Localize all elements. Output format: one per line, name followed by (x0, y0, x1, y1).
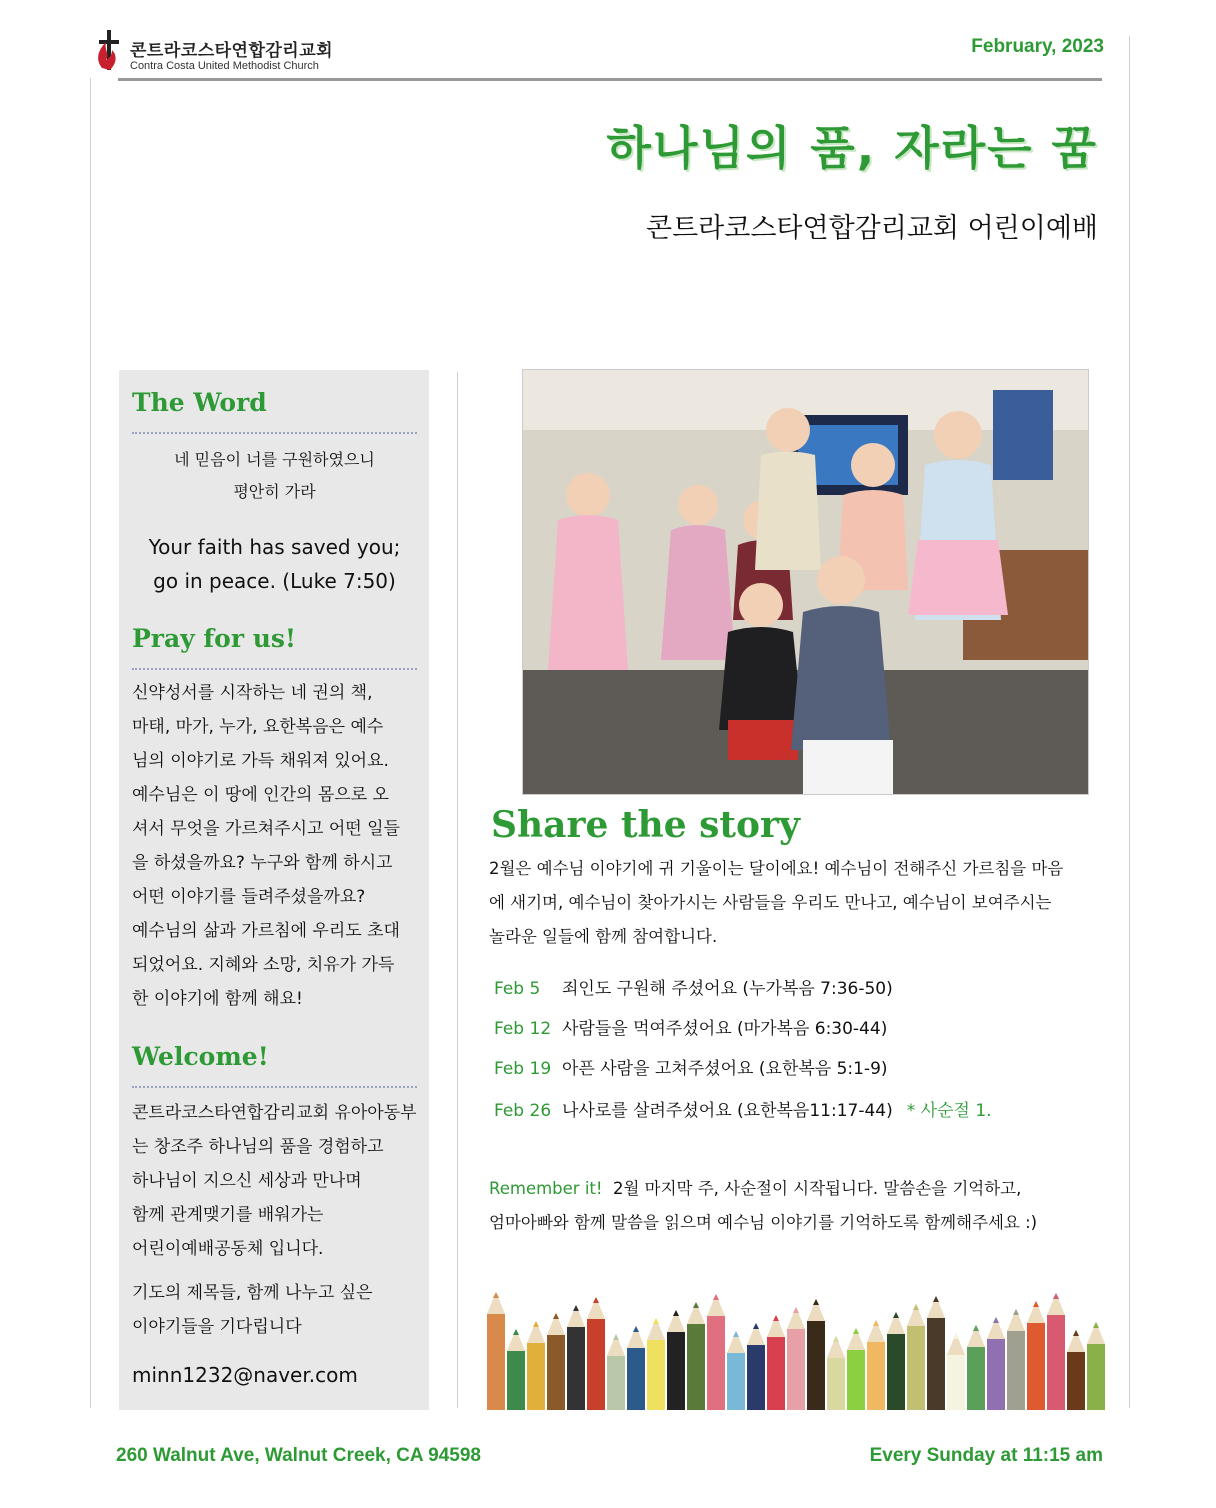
colored-pencils-illustration (486, 1282, 1106, 1410)
schedule-text: 사람들을 먹여주셨어요 (마가복음 6:30-44) (562, 1019, 888, 1039)
pencil (627, 1326, 645, 1410)
word-heading: The Word (132, 388, 267, 417)
cross-and-flame-icon (96, 28, 122, 72)
right-margin-line (1129, 36, 1130, 1408)
schedule-date: Feb 12 (494, 1019, 552, 1039)
pray-line: 한 이야기에 함께 해요! (132, 989, 303, 1009)
column-divider (457, 372, 458, 1408)
schedule-item (494, 1096, 992, 1121)
schedule-date: Feb 5 (494, 979, 541, 999)
word-english-line: Your faith has saved you; (148, 535, 401, 559)
pencil (687, 1302, 705, 1410)
pencil (947, 1333, 965, 1410)
page-title: 하나님의 품, 자라는 꿈 (606, 121, 1098, 175)
pray-divider (132, 668, 417, 670)
church-logo-korean: 콘트라코스타연합감리교회 (130, 41, 334, 61)
pray-text (132, 676, 417, 1016)
word-korean-line: 평안히 가라 (233, 482, 316, 501)
schedule-item (494, 1014, 887, 1039)
pray-line: 마태, 마가, 누가, 요한복음은 예수 (132, 717, 384, 737)
schedule-date: Feb 26 (494, 1101, 552, 1121)
welcome-line: 는 창조주 하나님의 품을 경험하고 (132, 1137, 384, 1157)
pencil (507, 1329, 525, 1410)
pencil (1027, 1301, 1045, 1410)
pencil (887, 1312, 905, 1410)
word-english-line: go in peace. (Luke 7:50) (153, 569, 396, 593)
schedule-item (494, 1054, 888, 1079)
welcome-line: 어린이예배공동체 입니다. (132, 1239, 324, 1259)
pencil (667, 1310, 685, 1410)
pray-line: 되었어요. 지혜와 소망, 치유가 가득 (132, 955, 395, 975)
welcome-request-line: 이야기들을 기다립니다 (132, 1317, 302, 1337)
remember-block (489, 1172, 1109, 1240)
sidebar (119, 370, 429, 1410)
pray-line: 어떤 이야기를 들려주셨을까요? (132, 887, 366, 907)
pencil (907, 1304, 925, 1410)
pray-line: 신약성서를 시작하는 네 권의 책, (132, 683, 373, 703)
pencil (707, 1294, 725, 1410)
welcome-request-line: 기도의 제목들, 함께 나누고 싶은 (132, 1283, 373, 1303)
pencil (847, 1328, 865, 1410)
welcome-line: 하나님이 지으신 세상과 만나며 (132, 1171, 362, 1191)
schedule-item (494, 974, 893, 999)
pencil (767, 1315, 785, 1410)
remember-line: 엄마아빠와 함께 말씀을 읽으며 예수님 이야기를 기억하도록 함께해주세요 :) (489, 1213, 1038, 1232)
pencil (607, 1334, 625, 1410)
pencil (807, 1299, 825, 1410)
footer-schedule: Every Sunday at 11:15 am (869, 1445, 1103, 1466)
pencil (967, 1325, 985, 1410)
remember-text: 2월 마지막 주, 사순절이 시작됩니다. 말씀손을 기억하고, (613, 1179, 1022, 1198)
pencil (827, 1336, 845, 1410)
pray-line: 셔서 무엇을 가르쳐주시고 어떤 일들 (132, 819, 400, 839)
welcome-divider (132, 1086, 417, 1088)
footer-address: 260 Walnut Ave, Walnut Creek, CA 94598 (116, 1445, 481, 1466)
schedule-text: 아픈 사람을 고쳐주셨어요 (요한복음 5:1-9) (562, 1059, 888, 1079)
pencil (527, 1321, 545, 1410)
story-line: 놀라운 일들에 함께 참여합니다. (489, 927, 718, 946)
remember-line (489, 1172, 1109, 1206)
welcome-text (132, 1096, 417, 1266)
church-logo-english: Contra Costa United Methodist Church (130, 60, 319, 72)
pray-line: 예수님은 이 땅에 인간의 몸으로 오 (132, 785, 389, 805)
children-group-photo (522, 369, 1089, 795)
word-english (132, 530, 417, 598)
left-margin-line (90, 78, 91, 1408)
word-divider (132, 432, 417, 434)
remember-label: Remember it! (489, 1179, 603, 1198)
header-rule (118, 78, 1102, 81)
page-subtitle: 콘트라코스타연합감리교회 어린이예배 (646, 213, 1098, 244)
pencil (647, 1318, 665, 1410)
story-intro (489, 852, 1109, 954)
schedule-date: Feb 19 (494, 1059, 552, 1079)
pencil (1047, 1293, 1065, 1410)
pray-line: 을 하셨을까요? 누구와 함께 하시고 (132, 853, 393, 873)
story-line: 2월은 예수님 이야기에 귀 기울이는 달이에요! 예수님이 전해주신 가르침을 마음 (489, 859, 1064, 878)
welcome-request (132, 1276, 417, 1344)
schedule-text: 나사로를 살려주셨어요 (요한복음11:17-44) (562, 1101, 893, 1121)
schedule-text: 죄인도 구원해 주셨어요 (누가복음 7:36-50) (562, 979, 893, 999)
pencil (1087, 1322, 1105, 1410)
pencil (1007, 1309, 1025, 1410)
pray-heading: Pray for us! (132, 624, 296, 653)
lent-note: * 사순절 1. (906, 1101, 992, 1121)
welcome-line: 함께 관계맺기를 배워가는 (132, 1205, 324, 1225)
pencil (727, 1331, 745, 1410)
pencil (487, 1292, 505, 1410)
welcome-heading: Welcome! (132, 1042, 269, 1071)
pray-line: 예수님의 삶과 가르침에 우리도 초대 (132, 921, 400, 941)
story-heading: Share the story (491, 804, 800, 846)
word-korean-line: 네 믿음이 너를 구원하였으니 (174, 450, 375, 469)
pencil (587, 1297, 605, 1410)
word-korean (132, 444, 417, 508)
pencil (1067, 1330, 1085, 1410)
pencil (547, 1313, 565, 1410)
pencil (927, 1296, 945, 1410)
pencil (567, 1305, 585, 1410)
welcome-line: 콘트라코스타연합감리교회 유아아동부 (132, 1103, 417, 1123)
pencil (787, 1307, 805, 1410)
newsletter-date: February, 2023 (971, 36, 1104, 57)
pencil (747, 1323, 765, 1410)
pray-line: 님의 이야기로 가득 채워져 있어요. (132, 751, 389, 771)
pencil (867, 1320, 885, 1410)
contact-email[interactable]: minn1232@naver.com (132, 1363, 358, 1387)
pencil (987, 1317, 1005, 1410)
story-line: 에 새기며, 예수님이 찾아가시는 사람들을 우리도 만나고, 예수님이 보여주시는 (489, 893, 1052, 912)
